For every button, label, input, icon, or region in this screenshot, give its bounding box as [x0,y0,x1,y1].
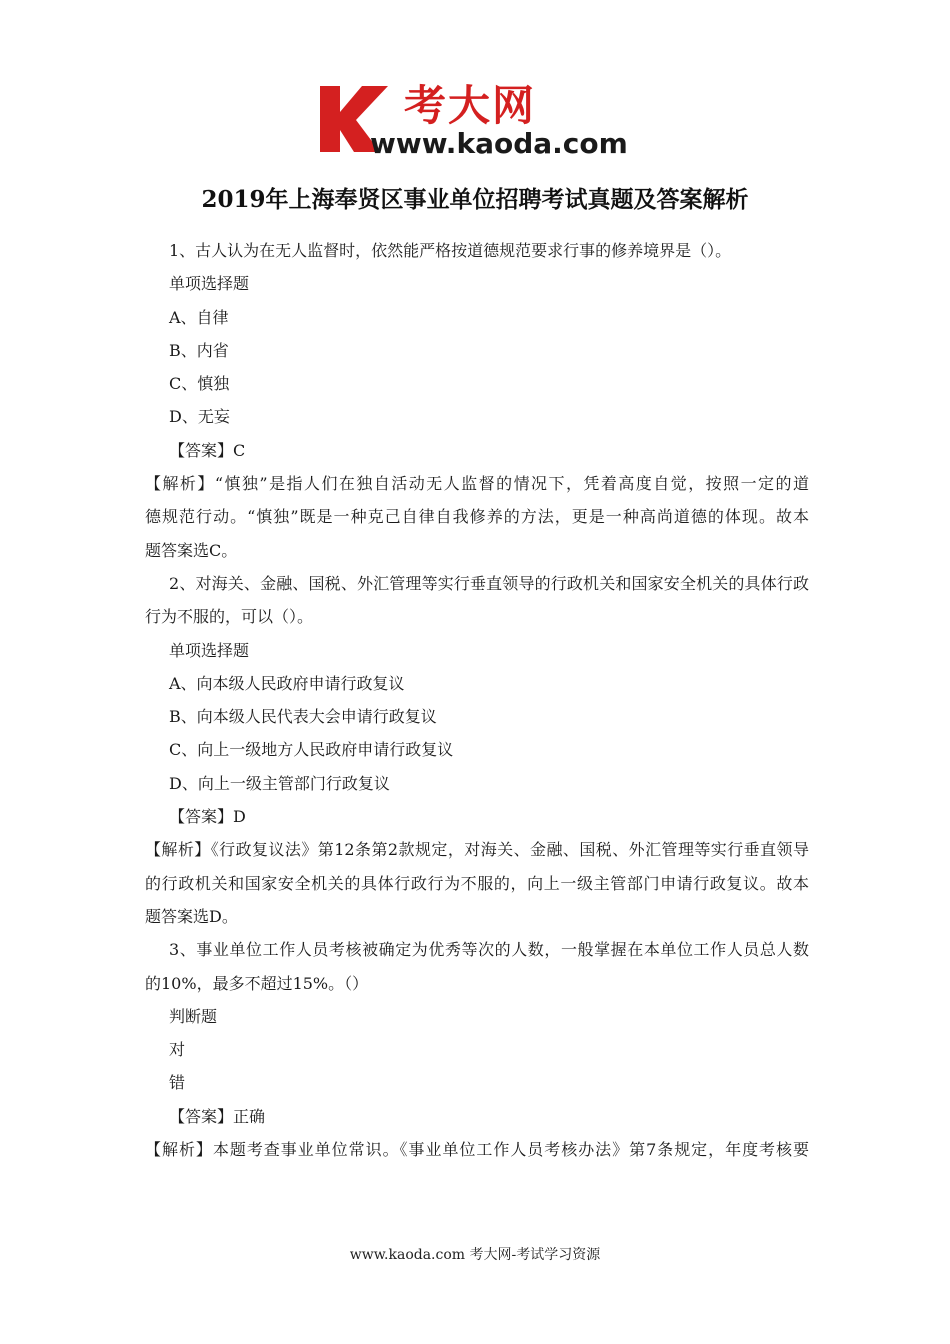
q1-type: 单项选择题 [169,274,250,294]
q1-option-a: A、自律 [169,307,229,327]
document-body [145,234,809,1166]
q2-type: 单项选择题 [169,640,250,660]
q2-option-c: C、向上一级地方人民政府申请行政复议 [169,740,454,760]
q2-stem-line-2: 行为不服的，可以（）。 [145,607,314,627]
q2-option-d: D、向上一级主管部门行政复议 [169,773,390,793]
q1-stem: 1、古人认为在无人监督时，依然能严格按道德规范要求行事的修养境界是（）。 [169,241,732,260]
q1-analysis-line-3: 题答案选C。 [145,540,238,560]
q1-analysis-line-1: 【解析】“慎独”是指人们在独自活动无人监督的情况下，凭着高度自觉，按照一定的道 [145,474,809,494]
kaoda-logo [318,82,638,162]
q1-analysis-line-2: 德规范行动。“慎独”既是一种克己自律自我修养的方法，更是一种高尚道德的体现。故本 [145,507,809,527]
document-title: 2019年上海奉贤区事业单位招聘考试真题及答案解析 [201,186,749,213]
q3-analysis-line-1: 【解析】本题考查事业单位常识。《事业单位工作人员考核办法》第7条规定，年度考核要 [145,1140,809,1160]
q1-answer: 【答案】C [169,440,246,460]
q2-answer: 【答案】D [169,807,246,827]
q3-option-true: 对 [169,1040,186,1060]
q2-analysis-line-2: 的行政机关和国家安全机关的具体行政行为不服的，向上一级主管部门申请行政复议。故本 [145,873,809,893]
q1-option-d: D、无妄 [169,407,230,427]
q2-stem-line-1: 2、对海关、金融、国税、外汇管理等实行垂直领导的行政机关和国家安全机关的具体行政 [169,573,809,593]
q3-option-false: 错 [169,1073,186,1093]
logo-chinese-name: 考大网 [404,81,537,130]
q2-option-a: A、向本级人民政府申请行政复议 [169,673,405,693]
q3-stem-line-1: 3、事业单位工作人员考核被确定为优秀等次的人数，一般掌握在本单位工作人员总人数 [169,940,809,960]
q2-analysis-line-1: 【解析】《行政复议法》第12条第2款规定，对海关、金融、国税、外汇管理等实行垂直领导 [145,840,809,860]
page-footer: www.kaoda.com 考大网-考试学习资源 [349,1247,601,1263]
q3-type: 判断题 [169,1006,218,1026]
q3-answer: 【答案】正确 [169,1106,266,1126]
q1-option-c: C、慎独 [169,374,230,394]
q2-analysis-line-3: 题答案选D。 [145,906,238,926]
q2-option-b: B、向本级人民代表大会申请行政复议 [169,707,437,727]
q3-stem-line-2: 的10%，最多不超过15%。（） [145,973,369,993]
logo-url: www.kaoda.com [370,127,628,160]
q1-option-b: B、内省 [169,340,229,360]
